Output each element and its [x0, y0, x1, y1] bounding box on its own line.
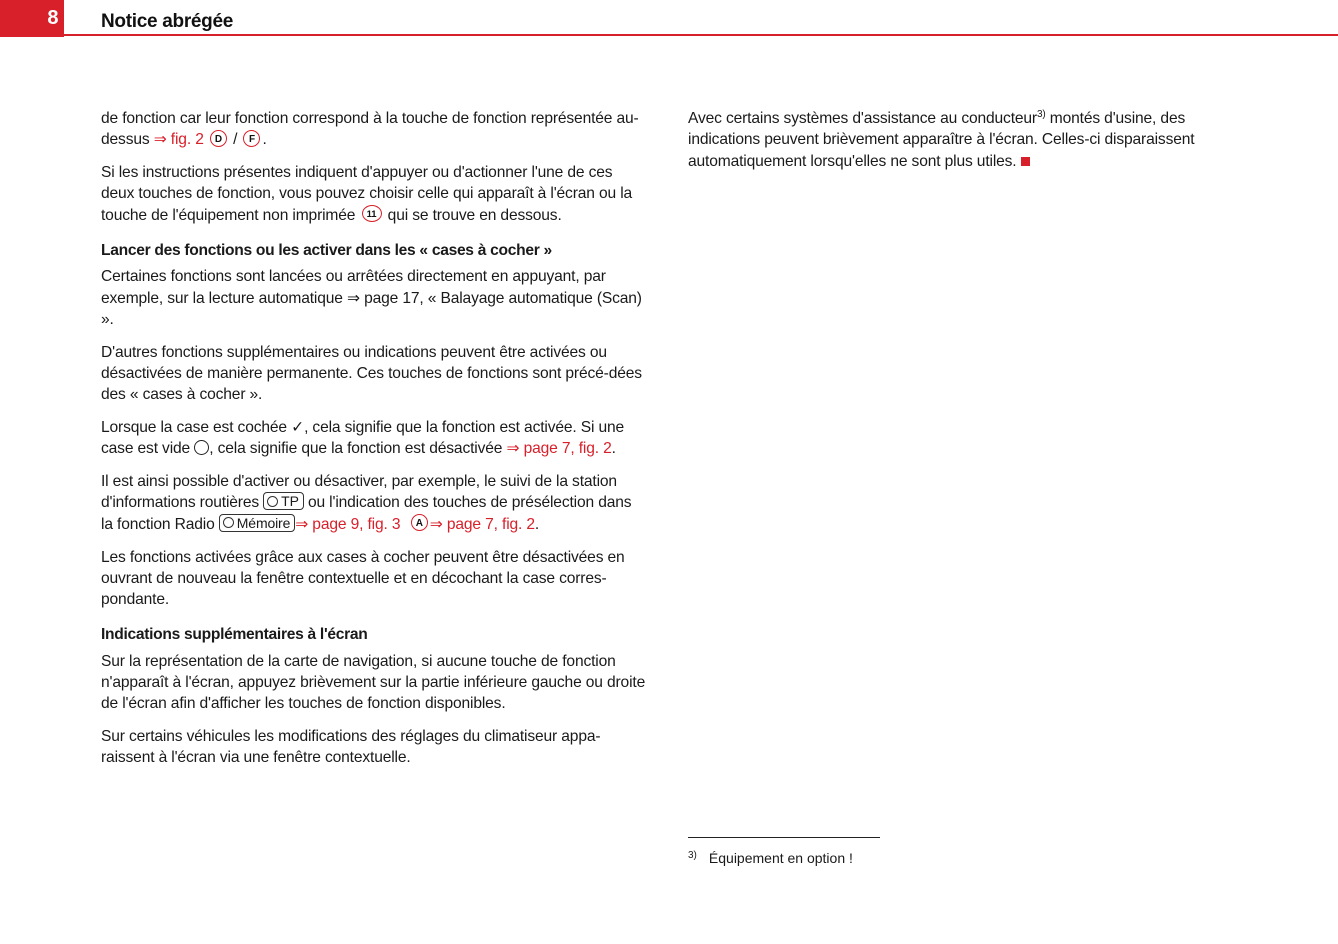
figure-link[interactable]: fig. 2: [166, 131, 204, 149]
key-label: TP: [281, 493, 299, 510]
paragraph: [101, 162, 646, 226]
empty-checkbox-icon: [194, 440, 209, 455]
punctuation: .: [262, 131, 267, 149]
paragraph: Les fonctions activées grâce aux cases à cocher peuvent être désactivées en ouvrant de nouveau la fenêtre contextuelle et en décochant la case corres-pondante.: [101, 548, 625, 609]
punctuation: .: [611, 440, 616, 458]
left-column: [101, 108, 646, 780]
paragraph: [688, 108, 1233, 172]
arrow-icon: ⇒: [295, 515, 309, 533]
radio-circle-icon: [267, 496, 278, 507]
key-label: Mémoire: [236, 514, 291, 531]
paragraph-text: ou l'indication des touches de présélection dans la fonction Radio: [101, 494, 632, 533]
callout-badge-11: 11: [362, 205, 382, 222]
arrow-icon: ⇒: [346, 289, 360, 307]
arrow-icon: ⇒: [429, 515, 443, 533]
right-column: [688, 108, 1233, 183]
punctuation: .: [534, 515, 540, 533]
paragraph: D'autres fonctions supplémentaires ou indications peuvent être activées ou désactivées de manière permanente. Ces touches de fonctions sont précé-dées des « cases à cocher ».: [101, 343, 642, 404]
callout-badge-d: D: [210, 130, 227, 147]
callout-badge-f: F: [243, 130, 260, 147]
tp-key: [263, 492, 304, 510]
footnote-mark: 3): [688, 850, 697, 861]
page-link[interactable]: page 7, fig. 2: [442, 515, 535, 533]
memoire-key: [219, 514, 295, 532]
paragraph-text: Si les instructions présentes indiquent d'appuyer ou d'actionner l'une de ces deux touches de fonction, vous pouvez choisir celle qui apparaît à l'écran ou la touche de l'équipement non imprimée: [101, 164, 633, 224]
paragraph-text: Certaines fonctions sont lancées ou arrêtées directement en appuyant, par exemple, sur la lecture automatique: [101, 268, 606, 307]
arrow-icon: ⇒: [506, 440, 520, 458]
paragraph-text: de fonction car leur fonction correspond à la touche de fonction représentée au-dessus: [101, 110, 639, 149]
paragraph-text: montés d'usine, des indications peuvent brièvement apparaître à l'écran. Celles-ci disparaissent automatiquement lorsqu'elles ne sont plus utiles.: [688, 110, 1195, 170]
page-title: Notice abrégée: [101, 11, 234, 32]
paragraph: [101, 471, 646, 535]
paragraph-text: , cela signifie que la fonction est désactivée: [209, 440, 507, 458]
paragraph-text: page 17, « Balayage automatique (Scan) ».: [101, 289, 642, 328]
arrow-icon: ⇒: [153, 131, 167, 149]
paragraph: Sur certains véhicules les modifications des réglages du climatiseur appa-raissent à l'écran via une fenêtre contextuelle.: [101, 728, 601, 767]
footnote-rule: [688, 837, 880, 838]
page-link[interactable]: page 9, fig. 3: [308, 515, 401, 533]
paragraph: Sur la représentation de la carte de navigation, si aucune touche de fonction n'apparaît à l'écran, appuyez brièvement sur la partie inférieure gauche ou droite de l'écran afin d'afficher les touches de fonction disponibles.: [101, 652, 646, 713]
paragraph: [101, 108, 646, 151]
section-heading: Lancer des fonctions ou les activer dans les « cases à cocher »: [101, 241, 552, 259]
end-of-section-icon: [1021, 157, 1030, 166]
paragraph: [101, 417, 646, 460]
separator: /: [228, 131, 242, 149]
paragraph-text: qui se trouve en dessous.: [383, 206, 562, 224]
paragraph-text: Lorsque la case est cochée: [101, 419, 292, 437]
page-link[interactable]: page 7, fig. 2: [519, 440, 612, 458]
paragraph-text: , cela signifie que la fonction est activée. Si une case est vide: [101, 419, 625, 458]
header-rule: [64, 34, 1338, 36]
page-number: 8: [47, 7, 58, 29]
callout-badge-a: A: [411, 514, 428, 531]
checkmark-icon: ✓: [291, 419, 305, 437]
footnote-text: Équipement en option !: [708, 850, 853, 866]
paragraph-text: Il est ainsi possible d'activer ou désactiver, par exemple, le suivi de la station d'informations routières: [101, 473, 617, 512]
section-heading: Indications supplémentaires à l'écran: [101, 626, 368, 644]
radio-circle-icon: [223, 517, 234, 528]
paragraph: [101, 266, 646, 330]
footnote: [688, 850, 853, 866]
page-number-box: [0, 0, 64, 37]
paragraph-text: Avec certains systèmes d'assistance au conducteur: [688, 110, 1037, 127]
footnote-ref[interactable]: 3): [1036, 108, 1046, 120]
